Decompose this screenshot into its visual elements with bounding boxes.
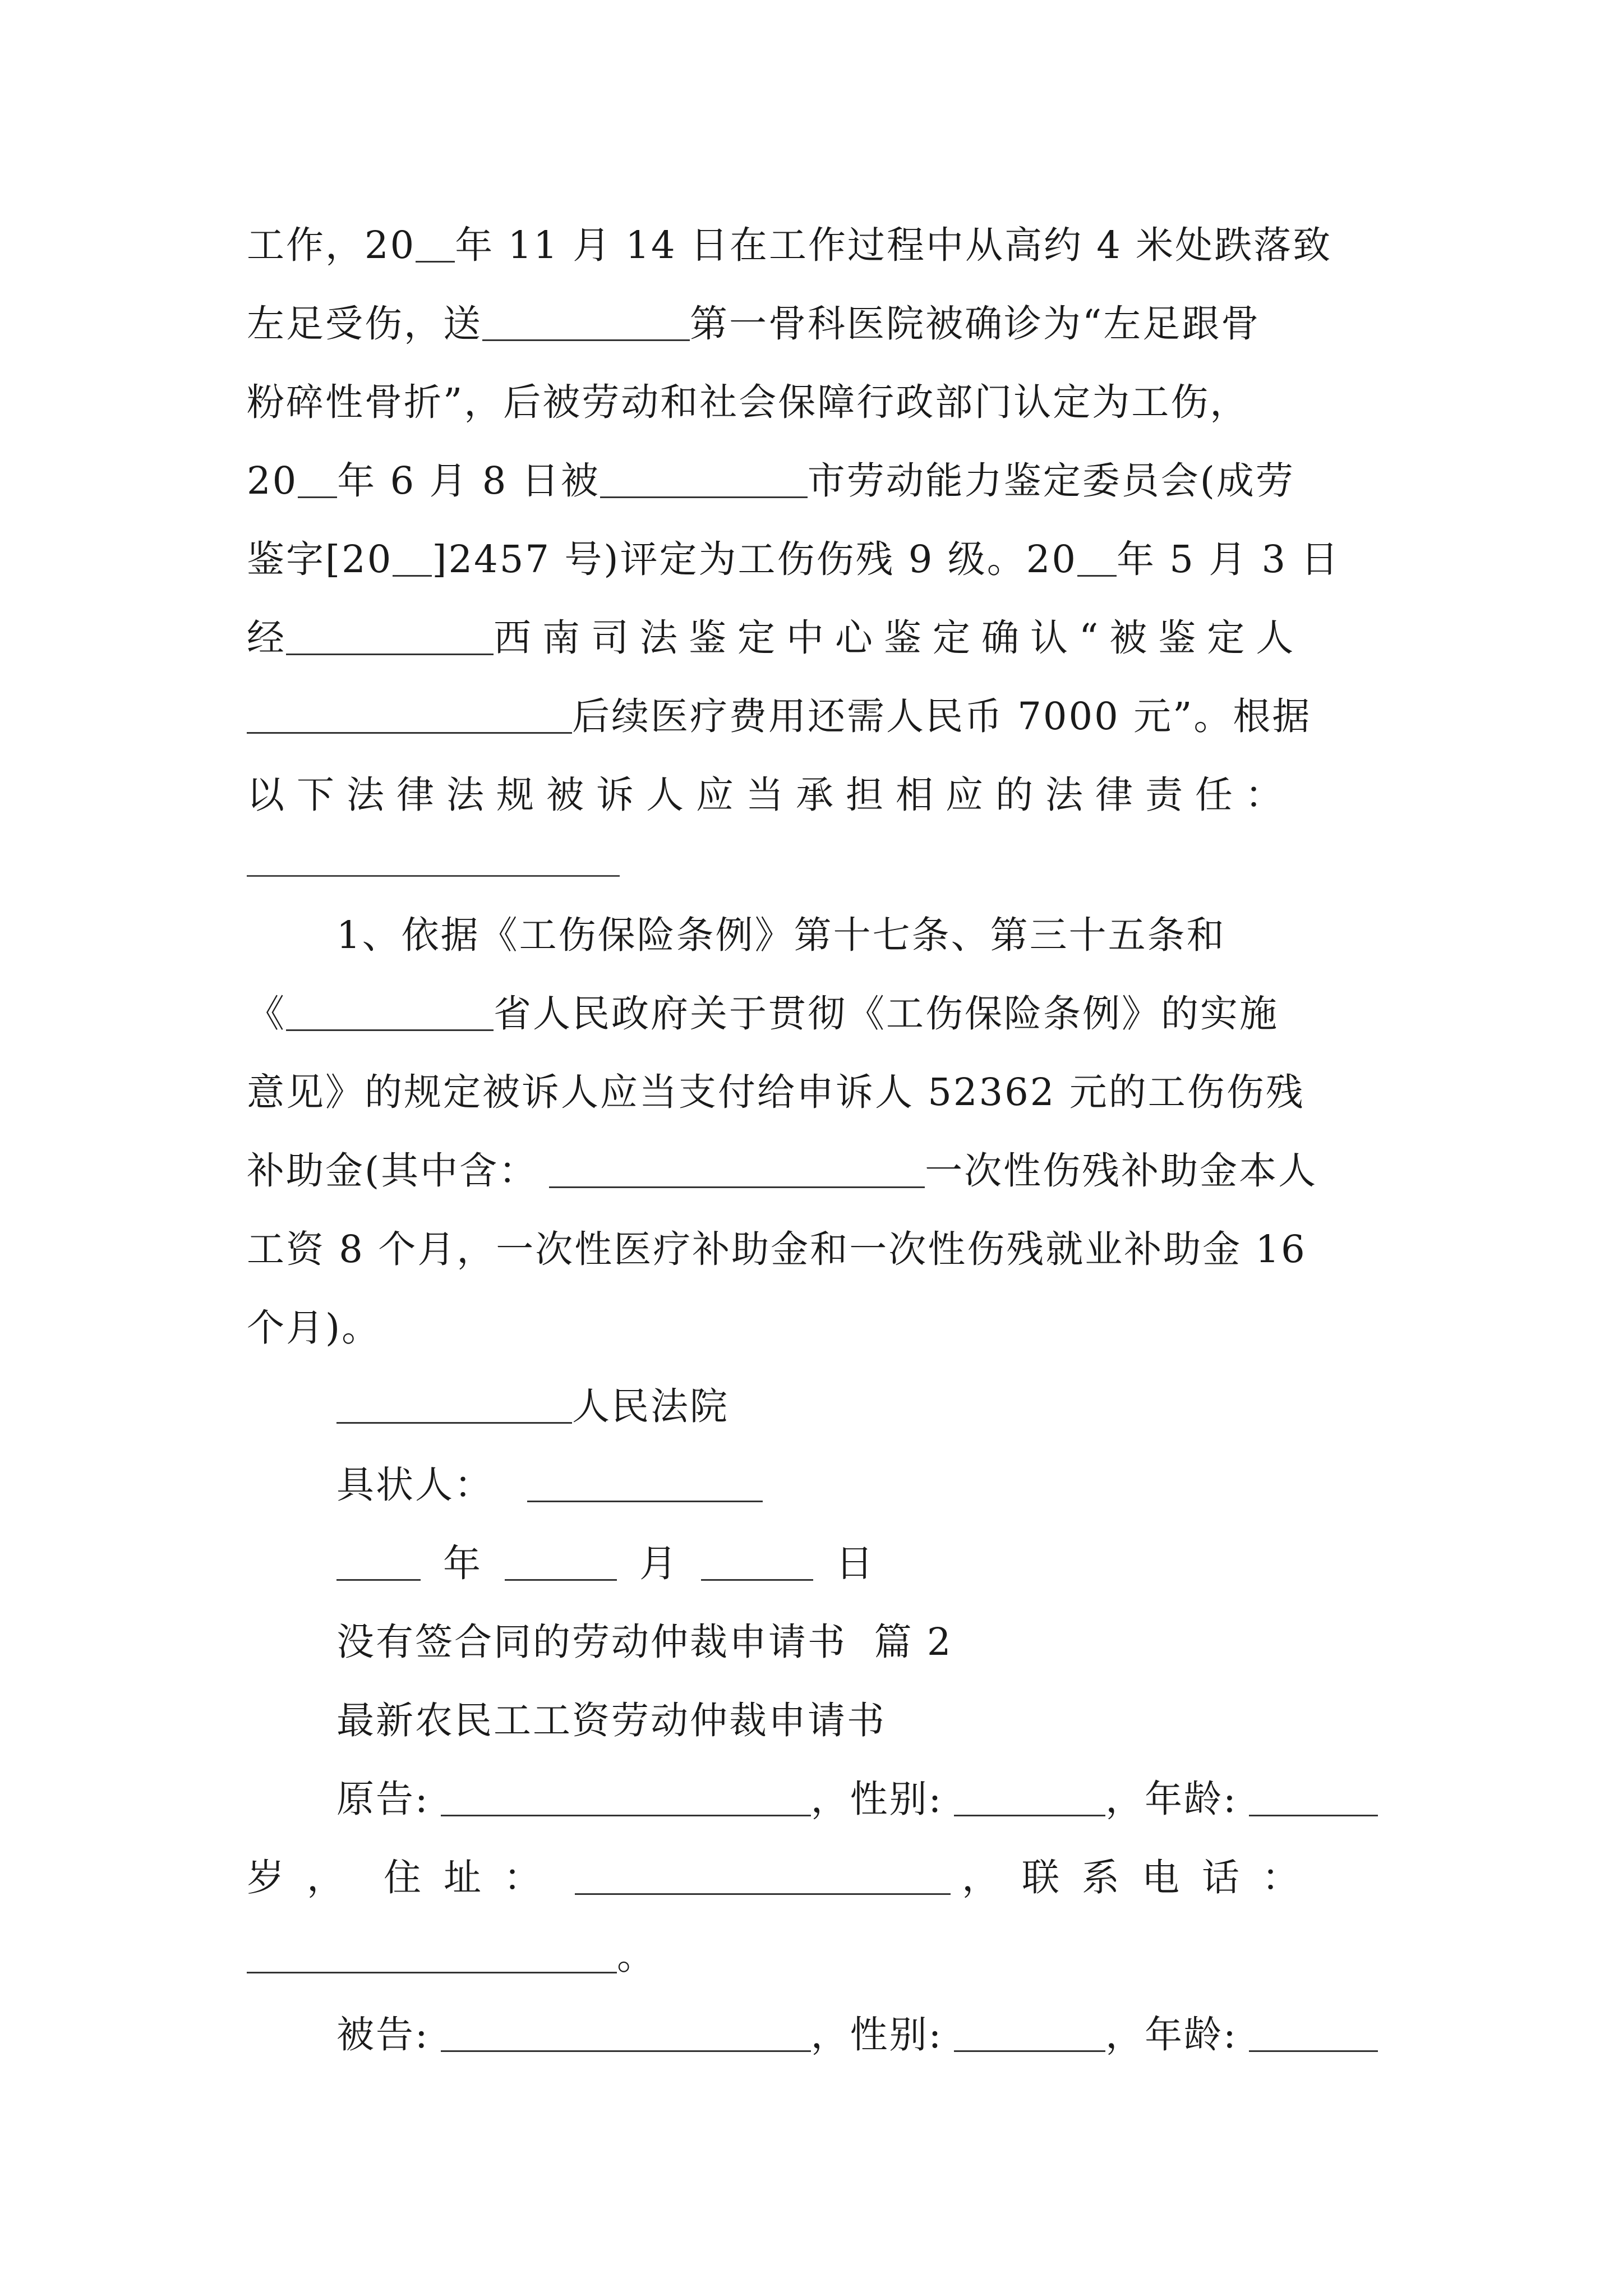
section-heading: 没有签合同的劳动仲裁申请书 篇 2 [336, 1620, 953, 1664]
blank-year[interactable] [298, 463, 337, 498]
defendant-age-field[interactable] [1249, 2017, 1378, 2052]
blank-year[interactable] [336, 1545, 421, 1581]
para1-line-3: 粉碎性骨折”，后被劳动和社会保障行政部门认定为工伤， [247, 380, 1249, 424]
plaintiff-gender-field[interactable] [954, 1781, 1105, 1816]
plaintiff-age-field[interactable] [1249, 1781, 1378, 1816]
para1-line-4: 20 年 6 月 8 日被 市劳动能力鉴定委员会(成劳 [247, 459, 1295, 503]
court-line: 人民法院 [336, 1373, 1385, 1439]
blank-signer[interactable] [527, 1467, 763, 1502]
blank-month[interactable] [505, 1545, 617, 1581]
para1-line-8: 以下法律法规被诉人应当承担相应的法律责任： [247, 773, 1295, 817]
plaintiff-phone-field[interactable] [247, 1938, 617, 1973]
blank-hospital-city[interactable] [482, 306, 690, 341]
defendant-gender-field[interactable] [954, 2017, 1105, 2052]
para2-line-1: 1、依据《工伤保险条例》第十七条、第三十五条和 [336, 913, 1226, 957]
plaintiff-address-field[interactable] [575, 1860, 951, 1895]
blank-court[interactable] [336, 1388, 572, 1424]
para2-line-2: 《 省人民政府关于贯彻《工伤保险条例》的实施 [247, 992, 1279, 1036]
plaintiff-name-field[interactable] [441, 1781, 811, 1816]
signer-line: 具状人： [336, 1452, 1385, 1518]
blank-year[interactable] [393, 541, 432, 577]
blank-city[interactable] [600, 463, 808, 498]
para2-line-5: 工资 8 个月，一次性医疗补助金和一次性伤残就业补助金 16 [247, 1227, 1307, 1271]
para1-line-2: 左足受伤，送 第一骨科医院被确诊为“左足跟骨 [247, 302, 1261, 346]
para2-line-3: 意见》的规定被诉人应当支付给申诉人 52362 元的工伤伤残 [247, 1070, 1305, 1114]
blank-day[interactable] [701, 1545, 813, 1581]
para1-line-7: 后续医疗费用还需人民币 7000 元”。根据 [247, 683, 1385, 749]
blank-person[interactable] [247, 698, 572, 734]
plaintiff-line: 原告: ，性别: ，年龄: [336, 1766, 1385, 1832]
para1-line-5: 鉴字[20 ]2457 号)评定为工伤伤残 9 级。20 年 5 月 3 日 [247, 537, 1340, 581]
date-line: 年 月 日 [336, 1530, 1385, 1596]
blank-city[interactable] [286, 620, 494, 655]
para2-line-6: 个月)。 [247, 1306, 381, 1350]
para2-line-4: 补助金(其中含： 一次性伤残补助金本人 [247, 1149, 1318, 1193]
para1-line-6: 经 西南司法鉴定中心鉴定确认“被鉴定人 [247, 616, 1305, 660]
plaintiff-phone-line: 。 [247, 1923, 1385, 1989]
blank-year[interactable] [416, 227, 455, 263]
blank-amount[interactable] [549, 1153, 925, 1188]
defendant-name-field[interactable] [441, 2017, 811, 2052]
section-title: 最新农民工工资劳动仲裁申请书 [336, 1699, 886, 1742]
blank-year[interactable] [1077, 541, 1117, 577]
plaintiff-address-line: 岁， 住址： ，联系电话： [247, 1856, 1322, 1899]
blank-province[interactable] [286, 996, 494, 1031]
para1-line-1: 工作，20 年 11 月 14 日在工作过程中从高约 4 米处跌落致 [247, 223, 1332, 267]
defendant-line: 被告: ，性别: ，年龄: [336, 2001, 1385, 2068]
blank-line[interactable] [247, 875, 620, 877]
